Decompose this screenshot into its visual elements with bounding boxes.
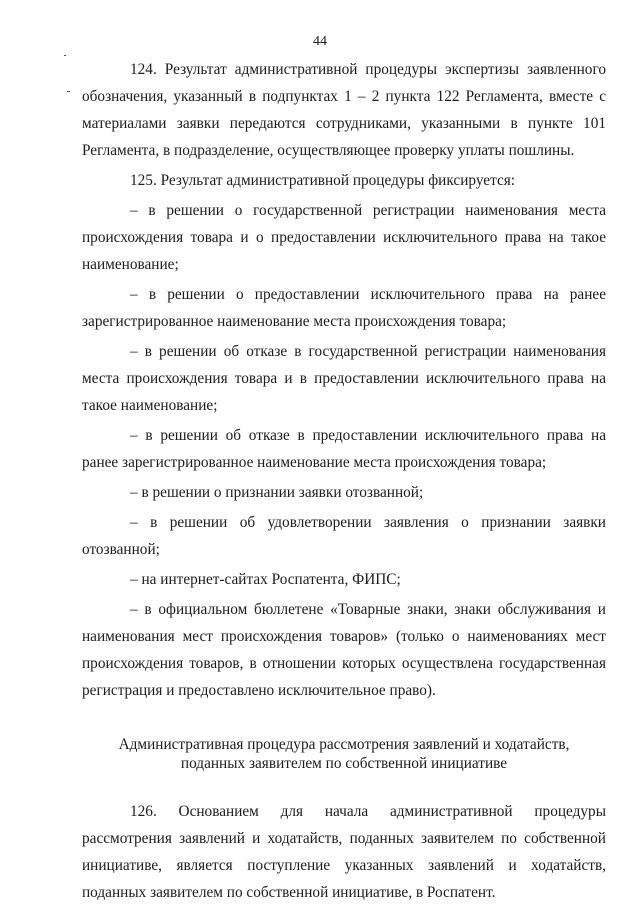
list-item: – на интернет-сайтах Роспатента, ФИПС; xyxy=(130,571,401,588)
list-item: – в решении о признании заявки отозванной; xyxy=(130,484,424,501)
list-item: – в решении о государственной регистрации наименования места происхождения товара и о предоставлении исключительного права на такое наименование; xyxy=(82,202,606,273)
paragraph-124: 124. Результат административной процедуры экспертизы заявленного обозначения, указанный в подпунктах 1 – 2 пункта 122 Регламента, вместе с материалами заявки передаются сотрудниками, указанными в пункте 101 Регламента, в подразделение, осуществляющее проверку уплаты пошлины. xyxy=(82,61,606,159)
section-heading-line: Административная процедура рассмотрения заявлений и ходатайств, xyxy=(118,736,570,753)
paragraph-125: 125. Результат административной процедуры фиксируется: xyxy=(130,172,516,189)
page-number: 44 xyxy=(313,34,327,49)
list-item: – в решении об отказе в государственной регистрации наименования места происхождения товара и в предоставлении исключительного права на такое наименование; xyxy=(82,343,606,414)
scan-speck xyxy=(64,55,66,56)
paragraph-126: 126. Основанием для начала административной процедуры рассмотрения заявлений и ходатайств, поданных заявителем по собственной инициативе, является поступление указанных заявлений и ходатайств, поданных заявителем по собственной инициативе, в Роспатент. xyxy=(82,803,606,901)
section-heading xyxy=(82,735,606,773)
list-item: – в решении о предоставлении исключительного права на ранее зарегистрированное наименование места происхождения товара; xyxy=(82,286,606,330)
list-item: – в решении об отказе в предоставлении исключительного права на ранее зарегистрированное наименование места происхождения товара; xyxy=(82,427,606,471)
document-body xyxy=(82,56,606,906)
list-item: – в официальном бюллетене «Товарные знаки, знаки обслуживания и наименования мест происхождения товаров» (только о наименованиях мест происхождения товаров, в отношении которых осуществлена государственная регистрация и предоставлено исключительное право). xyxy=(82,601,606,699)
scan-speck xyxy=(67,91,70,92)
list-item: – в решении об удовлетворении заявления о признании заявки отозванной; xyxy=(82,514,606,558)
section-heading-line: поданных заявителем по собственной инициативе xyxy=(180,755,508,772)
